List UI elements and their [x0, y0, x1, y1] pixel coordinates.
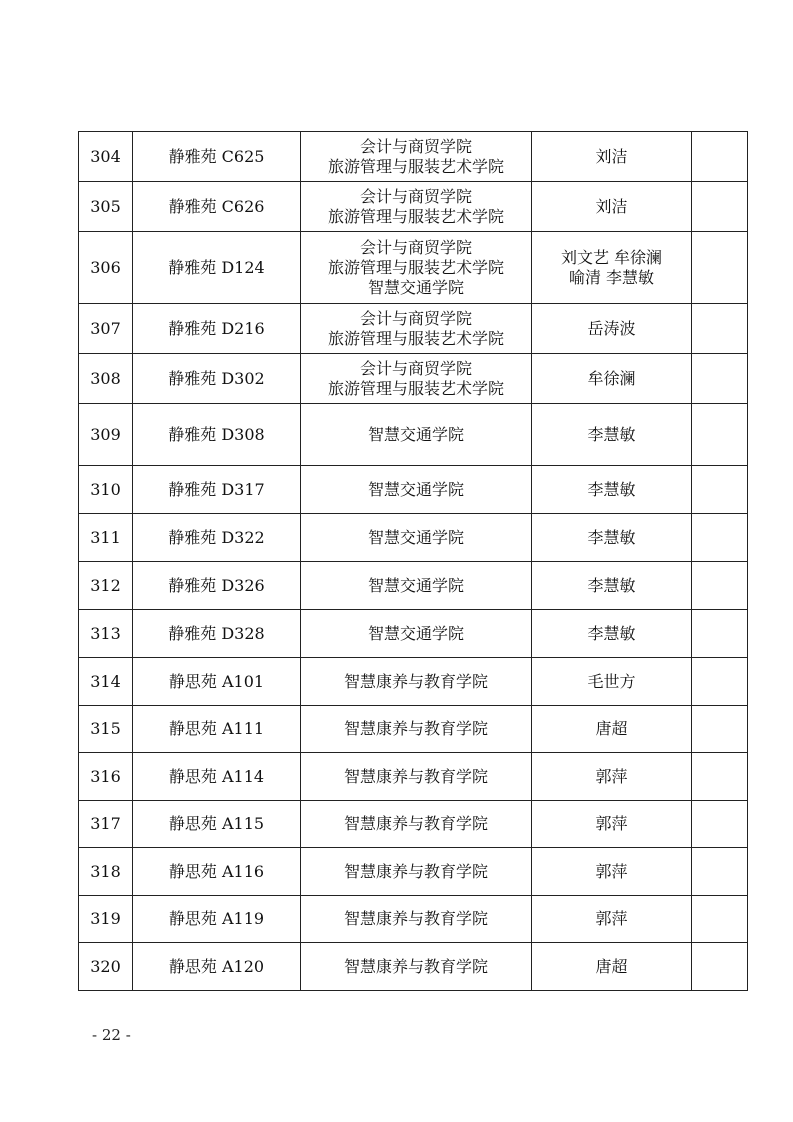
college-name: 智慧康养与教育学院 — [343, 671, 488, 691]
row-number-cell: 309 — [79, 404, 133, 466]
contact-cell — [532, 801, 692, 848]
college-cell — [301, 182, 532, 232]
note-cell — [692, 304, 748, 354]
contact-cell — [532, 610, 692, 658]
college-cell — [301, 896, 532, 943]
college-cell — [301, 466, 532, 514]
college-cell — [301, 232, 532, 304]
contact-name: 唐超 — [595, 956, 628, 976]
contact-cell — [532, 232, 692, 304]
table-row — [79, 753, 748, 801]
college-name: 会计与商贸学院 — [359, 358, 472, 378]
table-row — [79, 943, 748, 991]
room-cell: 静雅苑 D328 — [133, 610, 301, 658]
college-cell — [301, 706, 532, 753]
contact-name: 李慧敏 — [587, 479, 636, 499]
college-cell — [301, 354, 532, 404]
college-cell — [301, 848, 532, 896]
note-cell — [692, 232, 748, 304]
college-name: 会计与商贸学院 — [359, 308, 472, 328]
note-cell — [692, 182, 748, 232]
row-number-cell: 307 — [79, 304, 133, 354]
room-cell: 静思苑 A120 — [133, 943, 301, 991]
table-row — [79, 132, 748, 182]
college-name: 智慧康养与教育学院 — [343, 766, 488, 786]
contact-cell — [532, 514, 692, 562]
room-cell: 静雅苑 C626 — [133, 182, 301, 232]
table-row — [79, 610, 748, 658]
note-cell — [692, 753, 748, 801]
college-cell — [301, 753, 532, 801]
college-cell — [301, 801, 532, 848]
table-row — [79, 304, 748, 354]
contact-cell — [532, 658, 692, 706]
row-number-cell: 316 — [79, 753, 133, 801]
contact-name: 郭萍 — [595, 814, 628, 833]
college-name: 旅游管理与服装艺术学院 — [327, 156, 504, 176]
room-cell: 静思苑 A116 — [133, 848, 301, 896]
note-cell — [692, 514, 748, 562]
row-number-cell: 312 — [79, 562, 133, 610]
note-cell — [692, 801, 748, 848]
college-name: 智慧交通学院 — [367, 575, 464, 595]
note-cell — [692, 354, 748, 404]
note-cell — [692, 943, 748, 991]
table-row — [79, 182, 748, 232]
row-number-cell: 317 — [79, 801, 133, 848]
table-row — [79, 896, 748, 943]
contact-cell — [532, 404, 692, 466]
room-cell: 静思苑 A115 — [133, 801, 301, 848]
contact-cell — [532, 562, 692, 610]
note-cell — [692, 848, 748, 896]
college-cell — [301, 658, 532, 706]
contact-cell — [532, 132, 692, 182]
table-row — [79, 562, 748, 610]
room-cell: 静雅苑 D124 — [133, 232, 301, 304]
contact-name: 李慧敏 — [587, 527, 636, 547]
contact-name: 唐超 — [595, 719, 628, 738]
contact-cell — [532, 182, 692, 232]
contact-name: 李慧敏 — [587, 575, 636, 595]
row-number-cell: 306 — [79, 232, 133, 304]
row-number-cell: 311 — [79, 514, 133, 562]
contact-name: 郭萍 — [595, 909, 628, 928]
row-number-cell: 314 — [79, 658, 133, 706]
room-cell: 静雅苑 D216 — [133, 304, 301, 354]
contact-cell — [532, 466, 692, 514]
row-number-cell: 305 — [79, 182, 133, 232]
note-cell — [692, 562, 748, 610]
note-cell — [692, 706, 748, 753]
college-name: 智慧交通学院 — [367, 277, 464, 297]
room-cell: 静思苑 A111 — [133, 706, 301, 753]
note-cell — [692, 896, 748, 943]
room-cell: 静雅苑 D317 — [133, 466, 301, 514]
row-number-cell: 315 — [79, 706, 133, 753]
contact-name: 刘洁 — [595, 146, 628, 166]
college-name: 旅游管理与服装艺术学院 — [327, 378, 504, 398]
college-name: 会计与商贸学院 — [359, 186, 472, 206]
college-name: 旅游管理与服装艺术学院 — [327, 257, 504, 277]
room-cell: 静雅苑 C625 — [133, 132, 301, 182]
contact-name: 郭萍 — [595, 766, 628, 786]
contact-name: 刘洁 — [595, 196, 628, 216]
college-name: 智慧康养与教育学院 — [343, 814, 488, 833]
contact-cell — [532, 706, 692, 753]
college-name: 智慧康养与教育学院 — [343, 909, 488, 928]
table-row — [79, 658, 748, 706]
college-name: 旅游管理与服装艺术学院 — [327, 328, 504, 348]
row-number-cell: 313 — [79, 610, 133, 658]
contact-cell — [532, 848, 692, 896]
note-cell — [692, 404, 748, 466]
row-number-cell: 304 — [79, 132, 133, 182]
college-cell — [301, 610, 532, 658]
table-row — [79, 706, 748, 753]
row-number-cell: 319 — [79, 896, 133, 943]
college-name: 智慧交通学院 — [367, 527, 464, 547]
contact-cell — [532, 304, 692, 354]
contact-name: 刘文艺 牟徐澜 — [560, 247, 663, 267]
row-number-cell: 318 — [79, 848, 133, 896]
contact-cell — [532, 753, 692, 801]
contact-name: 岳涛波 — [587, 318, 636, 338]
contact-cell — [532, 354, 692, 404]
college-cell — [301, 132, 532, 182]
room-cell: 静思苑 A114 — [133, 753, 301, 801]
note-cell — [692, 466, 748, 514]
table-row — [79, 354, 748, 404]
contact-cell — [532, 896, 692, 943]
college-name: 智慧康养与教育学院 — [343, 956, 488, 976]
table-row — [79, 514, 748, 562]
college-cell — [301, 304, 532, 354]
table-row — [79, 404, 748, 466]
contact-cell — [532, 943, 692, 991]
college-name: 智慧交通学院 — [367, 424, 464, 444]
dormitory-table — [78, 131, 748, 991]
college-name: 会计与商贸学院 — [359, 136, 472, 156]
college-cell — [301, 562, 532, 610]
page-number: - 22 - — [92, 1026, 131, 1044]
room-cell: 静雅苑 D308 — [133, 404, 301, 466]
table-row — [79, 848, 748, 896]
row-number-cell: 310 — [79, 466, 133, 514]
contact-name: 喻清 李慧敏 — [568, 267, 655, 287]
college-name: 智慧康养与教育学院 — [343, 719, 488, 738]
table-row — [79, 801, 748, 848]
row-number-cell: 308 — [79, 354, 133, 404]
note-cell — [692, 610, 748, 658]
college-name: 智慧康养与教育学院 — [343, 861, 488, 881]
college-name: 旅游管理与服装艺术学院 — [327, 206, 504, 226]
room-cell: 静雅苑 D326 — [133, 562, 301, 610]
contact-name: 李慧敏 — [587, 424, 636, 444]
college-name: 智慧交通学院 — [367, 479, 464, 499]
college-cell — [301, 514, 532, 562]
contact-name: 毛世方 — [587, 671, 636, 691]
room-cell: 静雅苑 D322 — [133, 514, 301, 562]
table-row — [79, 466, 748, 514]
room-cell: 静雅苑 D302 — [133, 354, 301, 404]
college-cell — [301, 943, 532, 991]
contact-name: 郭萍 — [595, 861, 628, 881]
college-cell — [301, 404, 532, 466]
note-cell — [692, 132, 748, 182]
college-name: 智慧交通学院 — [367, 623, 464, 643]
table-body — [79, 132, 748, 991]
row-number-cell: 320 — [79, 943, 133, 991]
room-cell: 静思苑 A101 — [133, 658, 301, 706]
note-cell — [692, 658, 748, 706]
contact-name: 牟徐澜 — [587, 368, 636, 388]
table-row — [79, 232, 748, 304]
college-name: 会计与商贸学院 — [359, 237, 472, 257]
room-cell: 静思苑 A119 — [133, 896, 301, 943]
contact-name: 李慧敏 — [587, 623, 636, 643]
